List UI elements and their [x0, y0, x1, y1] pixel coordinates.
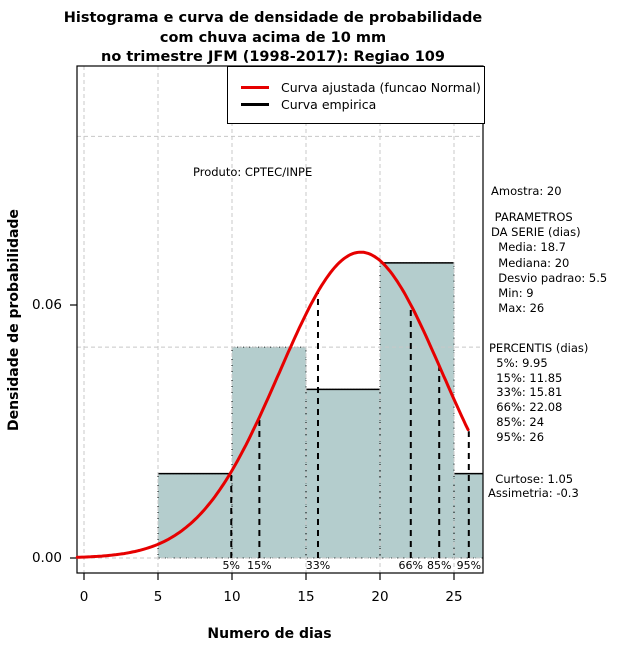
- percentile-label: 5%: [222, 559, 240, 572]
- percentile-label: 66%: [398, 559, 424, 572]
- histogram-bar: [380, 263, 454, 558]
- stats-text-line: 15%: 11.85: [489, 370, 563, 385]
- product-watermark: Produto: CPTEC/INPE: [193, 165, 313, 179]
- stats-text-line: 66%: 22.08: [489, 400, 563, 415]
- legend-label-fitted: Curva ajustada (funcao Normal): [281, 79, 481, 95]
- stats-text-line: Assimetria: -0.3: [488, 485, 579, 500]
- percentile-label: 95%: [456, 559, 482, 572]
- x-tick-label: 15: [297, 589, 315, 605]
- shape-stats-block: [488, 473, 579, 500]
- y-tick-label: 0.06: [31, 296, 62, 313]
- stats-text-line: Max: 26: [491, 301, 545, 316]
- chart-title-line2: com chuva acima de 10 mm: [159, 29, 387, 46]
- stats-text-line: PERCENTIS (dias): [489, 341, 589, 355]
- stats-text-line: 33%: 15.81: [489, 385, 563, 400]
- stats-text-line: 85%: 24: [489, 414, 545, 429]
- chart-title-line1: Histograma e curva de densidade de probabilidade: [63, 10, 483, 26]
- stats-text-line: PARAMETROS: [491, 210, 573, 224]
- percentile-label: 85%: [426, 559, 452, 572]
- legend-label-empirical: Curva empirica: [281, 96, 377, 112]
- percentile-label: 33%: [305, 559, 331, 572]
- stats-text-line: Mediana: 20: [491, 255, 570, 270]
- stats-text-line: Media: 18.7: [491, 240, 566, 255]
- x-tick-label: 20: [371, 589, 389, 605]
- legend-box: [227, 66, 485, 124]
- fitted-curve-swatch: [241, 86, 269, 89]
- stats-text-line: Min: 9: [491, 286, 534, 301]
- percentile-label: 15%: [247, 559, 272, 572]
- stats-text-line: 95%: 26: [489, 429, 545, 444]
- stats-text-line: Desvio padrao: 5.5: [491, 270, 608, 285]
- legend-item-fitted: [241, 80, 481, 94]
- stats-text-line: Curtose: 1.05: [488, 472, 574, 486]
- x-tick-label: 0: [79, 589, 89, 605]
- stats-text-line: 5%: 9.95: [489, 355, 548, 370]
- x-tick-label: 5: [153, 589, 163, 605]
- percentile-labels: [0, 559, 640, 572]
- sample-size-text: Amostra: 20: [491, 184, 562, 198]
- chart-title-line3: no trimestre JFM (1998-2017): Regiao 109: [101, 49, 445, 65]
- y-tick-label: 0.00: [31, 550, 62, 566]
- empirical-curve-swatch: [241, 103, 269, 106]
- chart-title: [6, 9, 540, 68]
- y-axis-label: Densidade de probabilidade: [6, 209, 22, 431]
- x-tick-label: 25: [445, 589, 463, 605]
- x-tick-labels: [0, 589, 640, 605]
- stats-text-line: DA SERIE (dias): [491, 225, 581, 240]
- x-tick-label: 10: [223, 589, 241, 605]
- x-axis-label: Numero de dias: [207, 626, 332, 642]
- legend-item-empirical: [241, 97, 376, 111]
- series-parameters-block: [491, 210, 607, 316]
- percentiles-block: [489, 341, 588, 445]
